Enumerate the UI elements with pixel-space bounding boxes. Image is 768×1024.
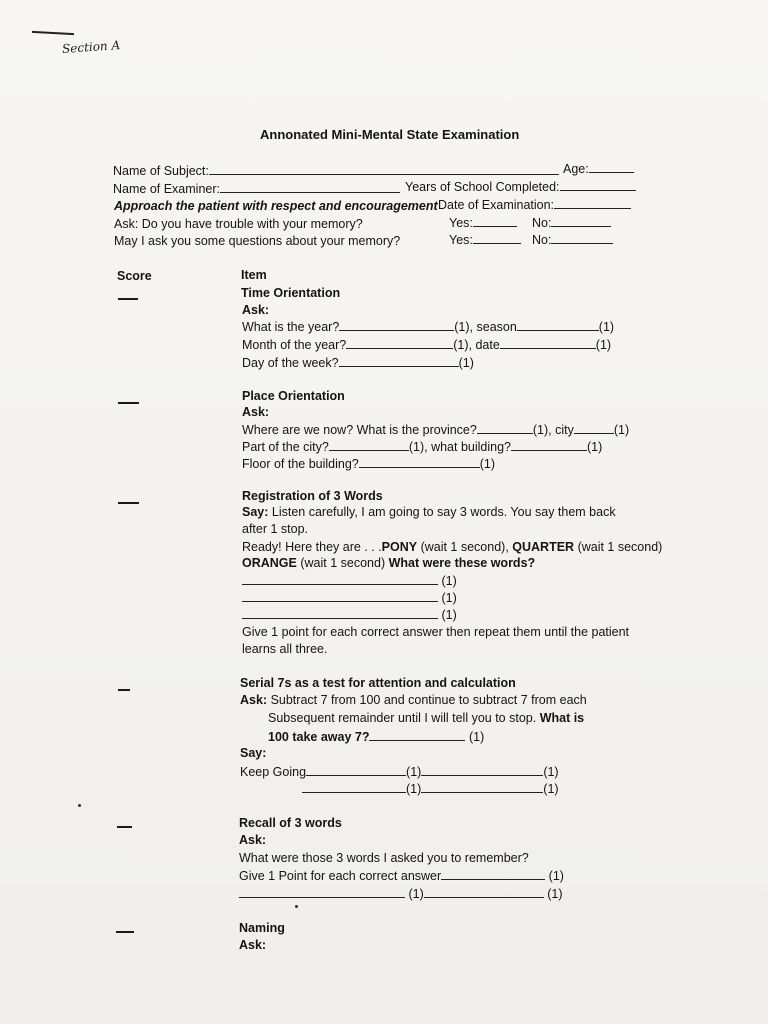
recall-line-2 xyxy=(239,868,564,884)
years-of-school-blank[interactable] xyxy=(560,179,636,191)
serial-first-blank[interactable] xyxy=(369,729,465,741)
serial-instruction: Subtract 7 from 100 and continue to subtract 7 from each xyxy=(267,693,587,707)
month-question: Month of the year? xyxy=(242,338,347,352)
recall-instruction: Give 1 Point for each correct answer xyxy=(239,869,442,883)
say-label: Say: xyxy=(242,505,269,519)
answer-points: (1) xyxy=(441,574,457,588)
date-of-exam-label: Date of Examination: xyxy=(438,198,555,212)
yes-blank[interactable] xyxy=(473,232,521,244)
serial-line-1 xyxy=(240,693,587,708)
registration-instruction: Listen carefully, I am going to say 3 words. You say them back xyxy=(268,505,616,519)
registration-note-2: learns all three. xyxy=(242,642,328,656)
name-of-examiner-field xyxy=(113,181,400,197)
serial-line-3 xyxy=(268,729,484,745)
score-blank-time[interactable] xyxy=(118,298,138,300)
age-field xyxy=(563,161,634,177)
registration-heading: Registration of 3 Words xyxy=(242,489,383,503)
naming-heading: Naming xyxy=(239,921,285,935)
speck xyxy=(295,905,298,908)
recall-blank[interactable] xyxy=(424,886,544,898)
registration-answer-3 xyxy=(242,607,457,623)
place-q2-row xyxy=(242,439,602,455)
registration-line-2: after 1 stop. xyxy=(242,522,309,536)
answer-blank[interactable] xyxy=(242,590,438,602)
recall-ask-label: Ask: xyxy=(239,833,267,847)
yes-blank[interactable] xyxy=(473,215,517,227)
item-column-header: Item xyxy=(241,268,267,282)
serial-blank[interactable] xyxy=(306,764,406,776)
yes-label: Yes: xyxy=(449,216,473,230)
years-of-school-label: Years of School Completed: xyxy=(405,180,560,194)
time-orientation-heading: Time Orientation xyxy=(241,286,341,300)
ask-memory-question: Ask: Do you have trouble with your memory? xyxy=(114,217,363,231)
name-of-subject-blank[interactable] xyxy=(209,163,559,175)
answer-blank[interactable] xyxy=(242,573,438,585)
ready-text: Ready! Here they are . . . xyxy=(242,540,382,554)
answer-points: (1) xyxy=(441,608,457,622)
day-points: (1) xyxy=(458,356,474,370)
no-label: No: xyxy=(532,216,552,230)
serial-blank[interactable] xyxy=(421,764,543,776)
keep-going-label: Keep Going xyxy=(240,765,307,779)
recall-points: (1) xyxy=(408,887,424,901)
year-blank[interactable] xyxy=(339,319,454,331)
recall-points: (1) xyxy=(547,887,563,901)
building-blank[interactable] xyxy=(511,439,587,451)
registration-line-1 xyxy=(242,505,616,520)
year-question: What is the year? xyxy=(242,320,340,334)
yes-label: Yes: xyxy=(449,233,473,247)
building-points: (1) xyxy=(587,440,603,454)
serial-line-2 xyxy=(268,711,584,726)
questions-yes-field xyxy=(449,232,521,248)
what-is-prompt: What is xyxy=(539,711,585,725)
place-ask-label: Ask: xyxy=(242,405,270,419)
name-of-subject-label: Name of Subject: xyxy=(113,164,209,178)
season-points: (1) xyxy=(598,320,615,334)
serial-first-points: (1) xyxy=(468,730,485,744)
floor-question: Floor of the building? xyxy=(242,457,359,471)
memory-yes-field xyxy=(449,215,517,231)
memory-no-field xyxy=(532,215,611,231)
serial-points: (1) xyxy=(543,782,559,796)
recall-line-3 xyxy=(239,886,563,902)
approach-instruction: Approach the patient with respect and encouragement xyxy=(114,199,438,213)
registration-answer-2 xyxy=(242,590,457,606)
serial-say-label: Say: xyxy=(240,746,267,760)
part-of-city-points: (1), what building? xyxy=(408,440,512,454)
score-blank-place[interactable] xyxy=(118,402,139,404)
may-i-ask-question: May I ask you some questions about your memory? xyxy=(114,234,401,248)
section-label-handwritten: Section A xyxy=(61,37,121,57)
document-title: Annonated Mini-Mental State Examination xyxy=(260,127,520,142)
date-blank[interactable] xyxy=(500,337,596,349)
no-label: No: xyxy=(532,233,552,247)
recall-blank[interactable] xyxy=(441,868,545,880)
serial-blank[interactable] xyxy=(302,781,406,793)
ask-label: Ask: xyxy=(240,693,268,707)
score-blank-registration[interactable] xyxy=(118,502,139,504)
serial-row-2 xyxy=(302,781,559,797)
day-blank[interactable] xyxy=(339,355,459,367)
what-were-prompt: What were these words? xyxy=(388,556,536,570)
serial-points: (1) xyxy=(406,765,422,779)
registration-answer-1 xyxy=(242,573,457,589)
registration-note-1: Give 1 point for each correct answer then repeat them until the patient xyxy=(242,625,630,639)
recall-points: (1) xyxy=(548,869,564,883)
year-points: (1), season xyxy=(454,320,517,334)
no-blank[interactable] xyxy=(551,232,613,244)
province-blank[interactable] xyxy=(477,422,533,434)
wait-text: (wait 1 second), xyxy=(417,540,513,554)
season-blank[interactable] xyxy=(517,319,599,331)
date-of-exam-field xyxy=(438,197,631,213)
time-ask-label: Ask: xyxy=(242,303,270,317)
naming-ask-label: Ask: xyxy=(239,938,267,952)
age-blank[interactable] xyxy=(589,161,634,173)
name-of-examiner-label: Name of Examiner: xyxy=(113,182,220,196)
floor-points: (1) xyxy=(479,457,496,471)
speck xyxy=(78,804,81,807)
no-blank[interactable] xyxy=(551,215,611,227)
score-blank-serial[interactable] xyxy=(118,689,130,691)
score-blank-naming[interactable] xyxy=(116,931,134,933)
city-points: (1) xyxy=(613,423,630,437)
serial-heading: Serial 7s as a test for attention and calculation xyxy=(240,676,516,690)
word-pony: PONY xyxy=(381,540,418,554)
answer-points: (1) xyxy=(441,591,457,605)
province-question: Where are we now? What is the province? xyxy=(242,423,477,437)
recall-blank[interactable] xyxy=(239,886,405,898)
date-points: (1) xyxy=(595,338,612,352)
registration-line-4 xyxy=(242,556,535,571)
month-blank[interactable] xyxy=(346,337,453,349)
recall-line-1: What were those 3 words I asked you to remember? xyxy=(239,851,529,865)
pen-stroke xyxy=(32,31,74,35)
wait-text: (wait 1 second) xyxy=(296,556,389,570)
recall-heading: Recall of 3 words xyxy=(239,816,342,830)
word-quarter: QUARTER xyxy=(512,540,575,554)
part-of-city-blank[interactable] xyxy=(329,439,409,451)
time-q3-row xyxy=(242,355,474,371)
time-q1-row xyxy=(242,319,614,335)
date-of-exam-blank[interactable] xyxy=(554,197,631,209)
word-orange: ORANGE xyxy=(242,556,297,570)
wait-text: (wait 1 second) xyxy=(574,540,663,554)
month-points: (1), date xyxy=(453,338,500,352)
part-of-city-question: Part of the city? xyxy=(242,440,329,454)
place-q3-row xyxy=(242,456,495,472)
years-of-school-field xyxy=(405,179,636,195)
serial-points: (1) xyxy=(543,765,559,779)
time-q2-row xyxy=(242,337,611,353)
day-question: Day of the week? xyxy=(242,356,339,370)
city-blank[interactable] xyxy=(574,422,614,434)
place-q1-row xyxy=(242,422,629,438)
questions-no-field xyxy=(532,232,613,248)
serial-keep-going-row xyxy=(240,764,559,780)
serial-points: (1) xyxy=(406,782,422,796)
registration-line-3 xyxy=(242,540,662,555)
province-points: (1), city xyxy=(532,423,574,437)
serial-blank[interactable] xyxy=(421,781,543,793)
serial-instruction-cont: Subsequent remainder until I will tell you to stop. xyxy=(268,711,540,725)
take-away-prompt: 100 take away 7? xyxy=(268,730,370,744)
score-blank-recall[interactable] xyxy=(117,826,132,828)
place-orientation-heading: Place Orientation xyxy=(242,389,345,403)
age-label: Age: xyxy=(563,162,589,176)
score-column-header: Score xyxy=(117,269,152,283)
answer-blank[interactable] xyxy=(242,607,438,619)
name-of-subject-field xyxy=(113,163,559,179)
name-of-examiner-blank[interactable] xyxy=(220,181,400,193)
floor-blank[interactable] xyxy=(359,456,480,468)
